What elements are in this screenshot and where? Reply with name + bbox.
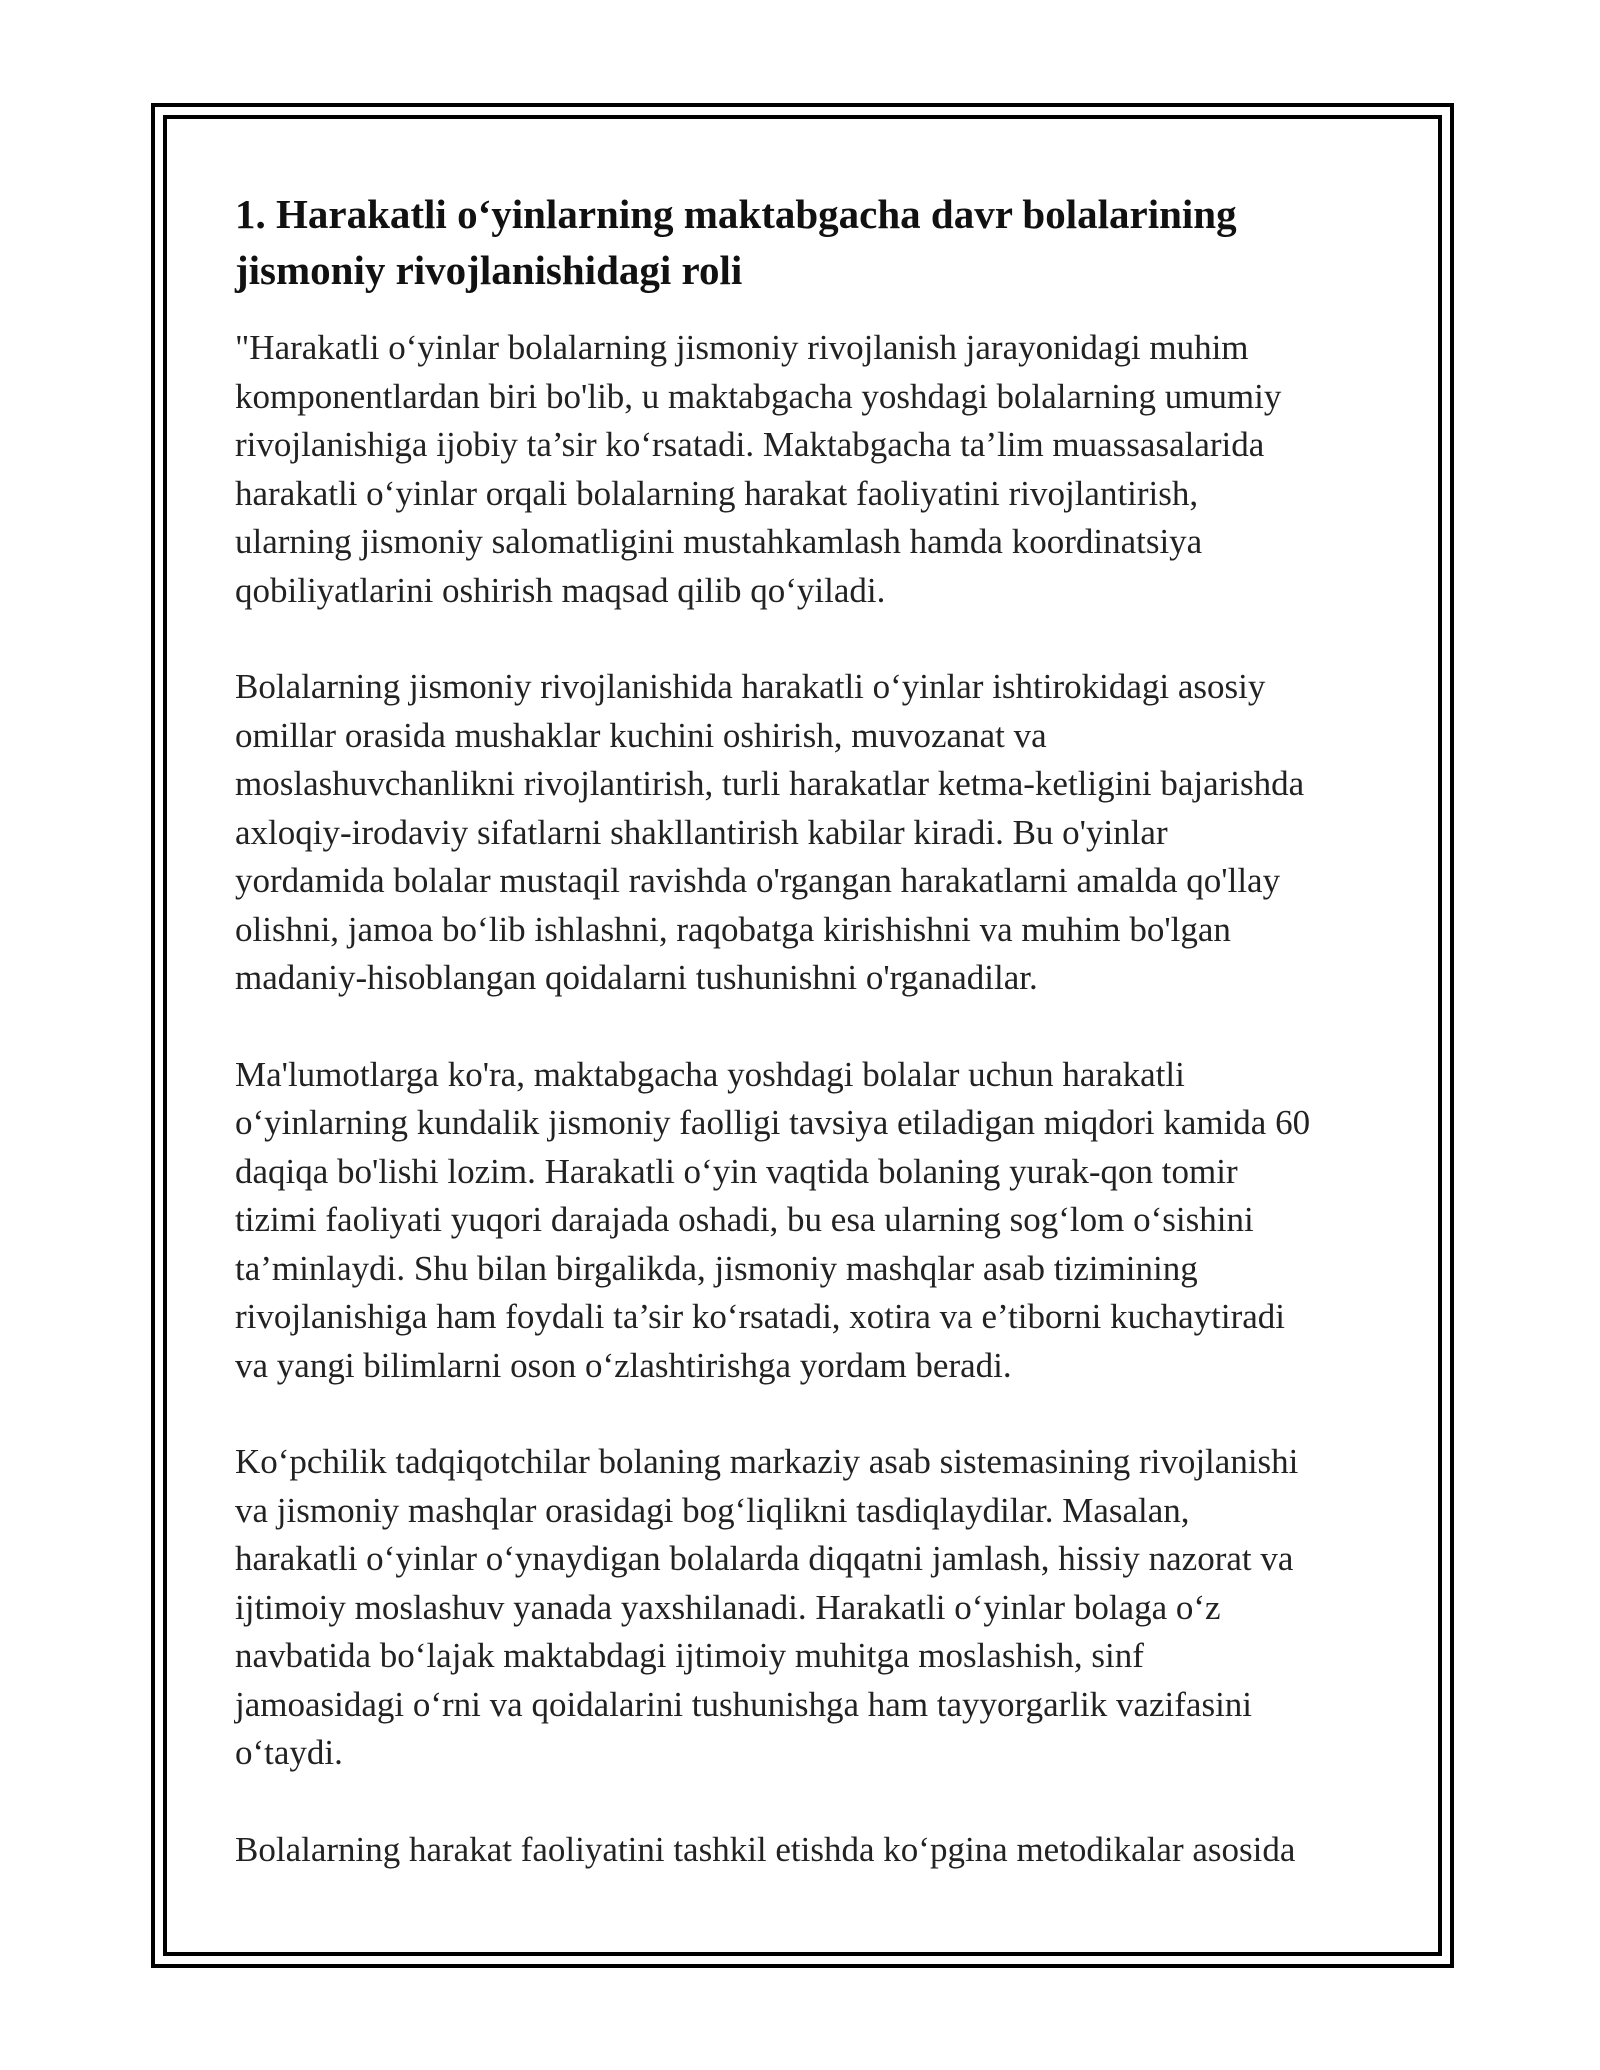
text-line: axloqiy-irodaviy sifatlarni shakllantirish kabilar kiradi. Bu o'yinlar xyxy=(235,812,1168,852)
paragraph-1 xyxy=(235,324,1375,615)
text-line: Ko‘pchilik tadqiqotchilar bolaning markaziy asab sistemasining rivojlanishi xyxy=(235,1442,1299,1481)
text-line: o‘taydi. xyxy=(235,1733,343,1772)
text-line: daqiqa bo'lishi lozim. Harakatli o‘yin vaqtida bolaning yurak-qon tomir xyxy=(235,1151,1238,1191)
text-line: rivojlanishiga ijobiy ta’sir ko‘rsatadi. Maktabgacha ta’lim muassasalarida xyxy=(235,425,1265,464)
text-line: harakatli o‘yinlar o‘ynaydigan bolalarda diqqatni jamlash, hissiy nazorat va xyxy=(235,1539,1294,1578)
paragraph-3 xyxy=(235,1051,1375,1391)
section-heading xyxy=(235,186,1375,298)
text-line: qobiliyatlarini oshirish maqsad qilib qo‘yiladi. xyxy=(235,570,886,610)
text-line: Bolalarning harakat faoliyatini tashkil etishda ko‘pgina metodikalar asosida xyxy=(235,1829,1296,1869)
text-line: omillar orasida mushaklar kuchini oshirish, muvozanat va xyxy=(235,715,1047,755)
text-line: ta’minlaydi. Shu bilan birgalikda, jismoniy mashqlar asab tizimining xyxy=(235,1248,1198,1288)
text-line: jamoasidagi o‘rni va qoidalarini tushunishga ham tayyorgarlik vazifasini xyxy=(235,1684,1253,1724)
heading-line: 1. Harakatli o‘yinlarning maktabgacha davr bolalarining xyxy=(235,191,1237,237)
text-line: olishni, jamoa bo‘lib ishlashni, raqobatga kirishishni va muhim bo'lgan xyxy=(235,909,1231,949)
text-line: "Harakatli o‘yinlar bolalarning jismoniy rivojlanish jarayonidagi muhim xyxy=(235,328,1249,367)
heading-line: jismoniy rivojlanishidagi roli xyxy=(235,247,743,293)
text-line: o‘yinlarning kundalik jismoniy faolligi tavsiya etiladigan miqdori kamida 60 xyxy=(235,1103,1311,1142)
text-line: harakatli o‘yinlar orqali bolalarning harakat faoliyatini rivojlantirish, xyxy=(235,473,1199,513)
text-line: Ma'lumotlarga ko'ra, maktabgacha yoshdagi bolalar uchun harakatli xyxy=(235,1054,1185,1094)
text-line: rivojlanishiga ham foydali ta’sir ko‘rsatadi, xotira va e’tiborni kuchaytiradi xyxy=(235,1297,1286,1336)
paragraph-2 xyxy=(235,663,1375,1003)
text-line: navbatida bo‘lajak maktabdagi ijtimoiy muhitga moslashish, sinf xyxy=(235,1636,1144,1675)
paragraph-5 xyxy=(235,1826,1375,1875)
text-line: moslashuvchanlikni rivojlantirish, turli harakatlar ketma-ketligini bajarishda xyxy=(235,764,1305,803)
paragraph-4 xyxy=(235,1438,1375,1778)
text-line: ularning jismoniy salomatligini mustahkamlash hamda koordinatsiya xyxy=(235,522,1203,561)
text-line: ijtimoiy moslashuv yanada yaxshilanadi. Harakatli o‘yinlar bolaga o‘z xyxy=(235,1587,1221,1627)
document-body xyxy=(235,186,1375,1922)
text-line: madaniy-hisoblangan qoidalarni tushunishni o'rganadilar. xyxy=(235,958,1038,997)
text-line: Bolalarning jismoniy rivojlanishida harakatli o‘yinlar ishtirokidagi asosiy xyxy=(235,667,1266,706)
text-line: yordamida bolalar mustaqil ravishda o'rgangan harakatlarni amalda qo'llay xyxy=(235,861,1281,900)
text-line: va jismoniy mashqlar orasidagi bog‘liqlikni tasdiqlaydilar. Masalan, xyxy=(235,1490,1190,1530)
text-line: tizimi faoliyati yuqori darajada oshadi, bu esa ularning sog‘lom o‘sishini xyxy=(235,1200,1254,1239)
text-line: va yangi bilimlarni oson o‘zlashtirishga yordam beradi. xyxy=(235,1345,1012,1385)
text-line: komponentlardan biri bo'lib, u maktabgacha yoshdagi bolalarning umumiy xyxy=(235,376,1282,416)
